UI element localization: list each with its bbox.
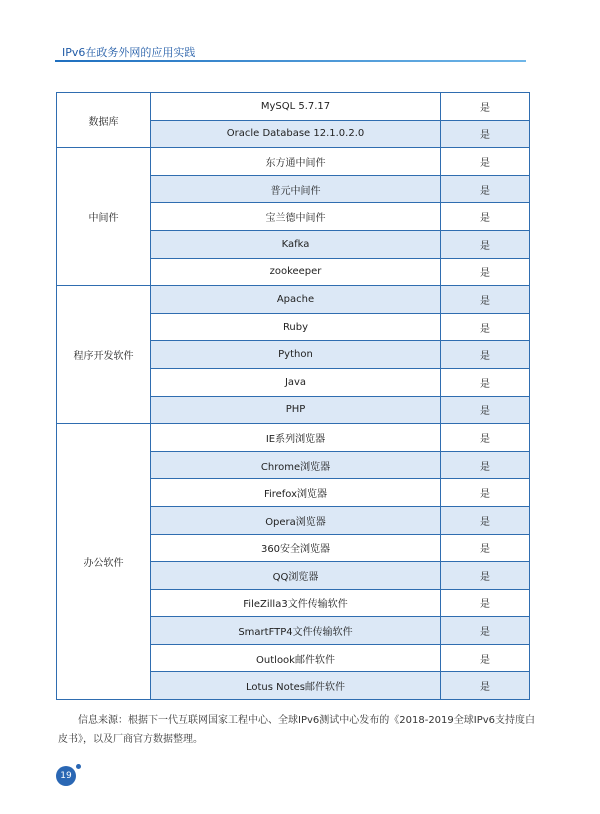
table-row	[57, 148, 530, 176]
ipv6-support-cell: 是	[441, 148, 530, 176]
software-name-cell: MySQL 5.7.17	[151, 93, 441, 121]
software-name-cell: 普元中间件	[151, 175, 441, 203]
ipv6-support-cell: 是	[441, 313, 530, 341]
software-name-cell: Ruby	[151, 313, 441, 341]
ipv6-support-cell: 是	[441, 286, 530, 314]
ipv6-support-cell: 是	[441, 203, 530, 231]
ipv6-support-cell: 是	[441, 120, 530, 148]
ipv6-support-cell: 是	[441, 562, 530, 590]
page-number-badge: 19	[56, 766, 76, 786]
ipv6-support-cell: 是	[441, 672, 530, 700]
page-number-dot	[76, 764, 81, 769]
ipv6-support-cell: 是	[441, 617, 530, 645]
ipv6-support-cell: 是	[441, 424, 530, 452]
software-name-cell: QQ浏览器	[151, 562, 441, 590]
software-name-cell: Firefox浏览器	[151, 479, 441, 507]
ipv6-support-cell: 是	[441, 368, 530, 396]
software-name-cell: Java	[151, 368, 441, 396]
table-row	[57, 424, 530, 452]
software-name-cell: 360安全浏览器	[151, 534, 441, 562]
software-name-cell: SmartFTP4文件传输软件	[151, 617, 441, 645]
software-name-cell: IE系列浏览器	[151, 424, 441, 452]
software-name-cell: FileZilla3文件传输软件	[151, 589, 441, 617]
software-name-cell: 宝兰德中间件	[151, 203, 441, 231]
ipv6-support-cell: 是	[441, 644, 530, 672]
software-name-cell: PHP	[151, 396, 441, 424]
ipv6-support-cell: 是	[441, 479, 530, 507]
table-body	[57, 93, 530, 700]
ipv6-support-cell: 是	[441, 451, 530, 479]
ipv6-support-cell: 是	[441, 534, 530, 562]
software-name-cell: Oracle Database 12.1.0.2.0	[151, 120, 441, 148]
software-name-cell: Python	[151, 341, 441, 369]
ipv6-support-cell: 是	[441, 230, 530, 258]
category-cell: 办公软件	[57, 424, 151, 700]
software-name-cell: Lotus Notes邮件软件	[151, 672, 441, 700]
software-name-cell: zookeeper	[151, 258, 441, 286]
ipv6-support-cell: 是	[441, 589, 530, 617]
software-name-cell: Outlook邮件软件	[151, 644, 441, 672]
header-rule	[55, 60, 526, 62]
table-row	[57, 286, 530, 314]
software-name-cell: 东方通中间件	[151, 148, 441, 176]
ipv6-support-cell: 是	[441, 341, 530, 369]
category-cell: 程序开发软件	[57, 286, 151, 424]
software-name-cell: Kafka	[151, 230, 441, 258]
software-name-cell: Opera浏览器	[151, 506, 441, 534]
footnote-text: 信息来源：根据下一代互联网国家工程中心、全球IPv6测试中心发布的《2018-2019全球IPv6支持度白皮书》，以及厂商官方数据整理。	[58, 715, 536, 745]
ipv6-support-cell: 是	[441, 175, 530, 203]
running-header-title: IPv6在政务外网的应用实践	[62, 46, 196, 59]
ipv6-support-cell: 是	[441, 506, 530, 534]
ipv6-support-cell: 是	[441, 396, 530, 424]
table-row	[57, 93, 530, 121]
software-name-cell: Chrome浏览器	[151, 451, 441, 479]
ipv6-support-cell: 是	[441, 93, 530, 121]
source-footnote	[58, 711, 538, 749]
category-cell: 中间件	[57, 148, 151, 286]
ipv6-support-cell: 是	[441, 258, 530, 286]
software-compat-table	[56, 92, 530, 700]
software-name-cell: Apache	[151, 286, 441, 314]
category-cell: 数据库	[57, 93, 151, 148]
